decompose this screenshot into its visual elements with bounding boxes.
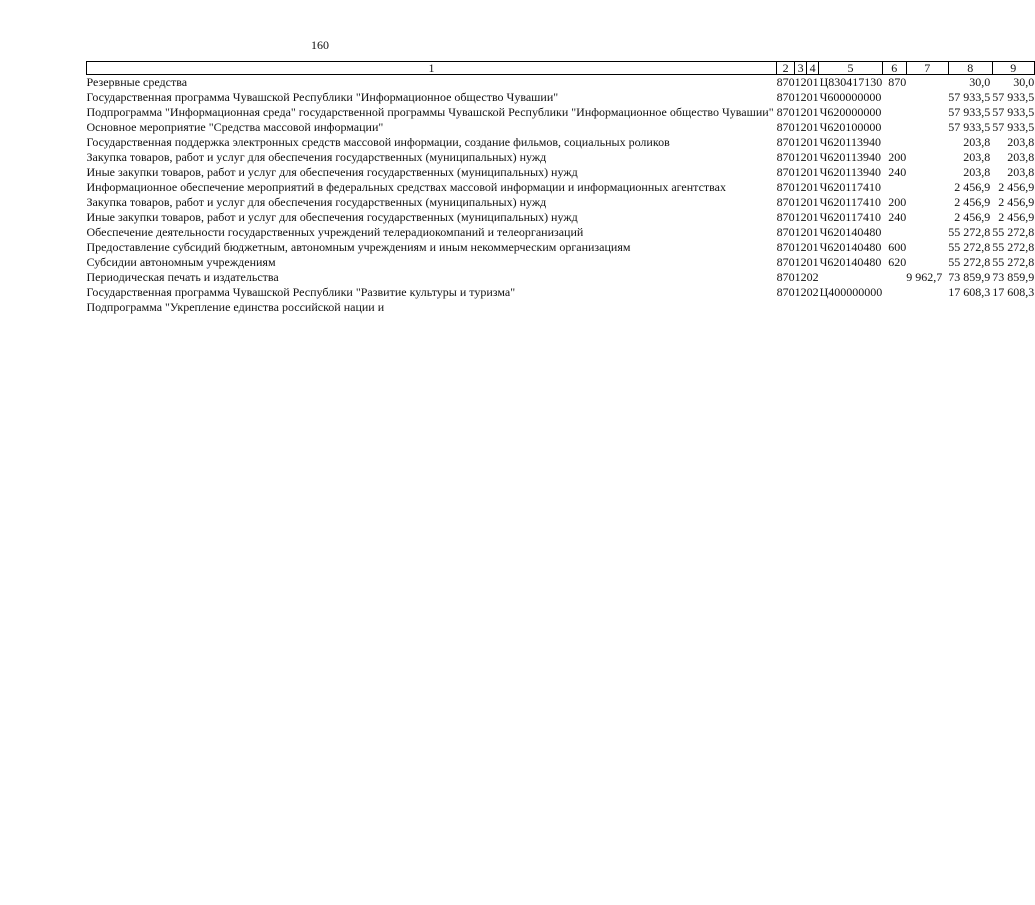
change-amount <box>906 135 948 150</box>
row-name: Подпрограмма "Укрепление единства российской нации и <box>86 300 385 314</box>
subsection-code: 01 <box>806 210 819 224</box>
ministry-code <box>777 300 795 315</box>
table-row <box>87 135 1035 150</box>
row-name: Резервные средства <box>86 75 188 89</box>
subsection-code: 02 <box>806 285 819 299</box>
ministry-code: 870 <box>776 105 795 119</box>
ministry-code: 870 <box>776 165 795 179</box>
amount-year-1: 2 456,9 <box>954 210 991 224</box>
expense-type-code: 600 <box>888 240 907 254</box>
amount-year-2: 17 608,3 <box>992 285 1035 299</box>
change-amount <box>906 150 948 165</box>
table-row <box>87 165 1035 180</box>
row-name: Государственная поддержка электронных средств массовой информации, создание фильмов, социальных роликов <box>86 135 670 149</box>
expense-type-code <box>882 105 906 120</box>
budget-table <box>86 61 1035 315</box>
amount-year-2: 203,8 <box>1007 165 1035 179</box>
row-name: Государственная программа Чувашской Республики "Развитие культуры и туризма" <box>86 285 516 299</box>
target-article-code: Ч620117410 <box>819 180 881 194</box>
target-article-code: Ц830417130 <box>819 75 883 89</box>
section-code: 12 <box>794 285 807 299</box>
section-code: 12 <box>794 105 807 119</box>
amount-year-2: 55 272,8 <box>992 225 1035 239</box>
row-name: Подпрограмма "Информационная среда" государственной программы Чувашской Республики "Информационное общество Чувашии" <box>86 105 774 119</box>
section-code: 12 <box>794 135 807 149</box>
change-amount <box>906 240 948 255</box>
change-amount <box>906 165 948 180</box>
change-amount <box>906 300 948 315</box>
header-cell: 5 <box>819 62 883 75</box>
change-amount <box>906 195 948 210</box>
amount-year-2 <box>992 300 1034 315</box>
amount-year-1: 30,0 <box>969 75 991 89</box>
amount-year-2: 57 933,5 <box>992 105 1035 119</box>
table-row <box>87 270 1035 285</box>
subsection-code: 01 <box>806 195 819 209</box>
target-article-code: Ч620113940 <box>819 135 881 149</box>
amount-year-1: 17 608,3 <box>948 285 991 299</box>
change-amount <box>906 120 948 135</box>
row-name: Обеспечение деятельности государственных учреждений телерадиокомпаний и телеорганизаций <box>86 225 584 239</box>
subsection-code: 01 <box>806 165 819 179</box>
amount-year-1: 203,8 <box>963 165 991 179</box>
target-article-code: Ч620117410 <box>819 210 881 224</box>
subsection-code: 01 <box>806 225 819 239</box>
section-code: 12 <box>794 75 807 89</box>
expense-type-code <box>882 120 906 135</box>
table-row <box>87 180 1035 195</box>
subsection-code: 01 <box>806 150 819 164</box>
expense-type-code: 240 <box>888 165 907 179</box>
change-amount <box>906 105 948 120</box>
expense-type-code: 200 <box>888 150 907 164</box>
section-code: 12 <box>794 240 807 254</box>
row-name: Субсидии автономным учреждениям <box>86 255 276 269</box>
amount-year-2: 55 272,8 <box>992 240 1035 254</box>
section-code: 12 <box>794 180 807 194</box>
subsection-code: 01 <box>806 135 819 149</box>
target-article-code: Ч620100000 <box>819 120 882 134</box>
section-code: 12 <box>794 255 807 269</box>
table-row <box>87 285 1035 300</box>
expense-type-code <box>882 225 906 240</box>
change-amount <box>906 75 948 91</box>
amount-year-1: 57 933,5 <box>948 120 991 134</box>
table-row <box>87 195 1035 210</box>
amount-year-2: 2 456,9 <box>998 180 1035 194</box>
section-code: 12 <box>794 270 807 284</box>
amount-year-2: 57 933,5 <box>992 120 1035 134</box>
header-cell: 6 <box>882 62 906 75</box>
header-cell: 7 <box>906 62 948 75</box>
amount-year-2: 73 859,9 <box>992 270 1035 284</box>
amount-year-2: 2 456,9 <box>998 210 1035 224</box>
subsection-code: 01 <box>806 90 819 104</box>
target-article-code: Ч620113940 <box>819 150 881 164</box>
change-amount: 9 962,7 <box>906 270 943 284</box>
change-amount <box>906 210 948 225</box>
header-cell: 9 <box>992 62 1034 75</box>
ministry-code: 870 <box>776 255 795 269</box>
header-cell: 3 <box>795 62 807 75</box>
change-amount <box>906 90 948 105</box>
table-row <box>87 255 1035 270</box>
subsection-code: 01 <box>806 180 819 194</box>
row-name: Информационное обеспечение мероприятий в федеральных средствах массовой информации и информационных агентствах <box>86 180 726 194</box>
subsection-code: 01 <box>806 75 819 89</box>
section-code: 12 <box>794 210 807 224</box>
target-article-code: Ч620140480 <box>819 240 882 254</box>
table-row <box>87 210 1035 225</box>
subsection-code: 01 <box>806 105 819 119</box>
ministry-code: 870 <box>776 240 795 254</box>
section-code: 12 <box>794 195 807 209</box>
ministry-code: 870 <box>776 285 795 299</box>
amount-year-1: 55 272,8 <box>948 255 991 269</box>
amount-year-1: 57 933,5 <box>948 90 991 104</box>
section-code: 12 <box>794 120 807 134</box>
table-row <box>87 150 1035 165</box>
target-article-code: Ч620117410 <box>819 195 881 209</box>
change-amount <box>906 285 948 300</box>
expense-type-code: 870 <box>888 75 907 89</box>
ministry-code: 870 <box>776 225 795 239</box>
target-article-code: Ч620140480 <box>819 225 882 239</box>
row-name: Закупка товаров, работ и услуг для обеспечения государственных (муниципальных) нужд <box>86 150 547 164</box>
amount-year-1: 2 456,9 <box>954 180 991 194</box>
change-amount <box>906 225 948 240</box>
subsection-code <box>807 300 819 315</box>
row-name: Государственная программа Чувашской Республики "Информационное общество Чувашии" <box>86 90 559 104</box>
ministry-code: 870 <box>776 195 795 209</box>
expense-type-code: 620 <box>888 255 907 269</box>
page-number: 160 <box>311 38 329 52</box>
expense-type-code <box>882 90 906 105</box>
amount-year-1: 2 456,9 <box>954 195 991 209</box>
target-article-code: Ч620140480 <box>819 255 882 269</box>
amount-year-2: 55 272,8 <box>992 255 1035 269</box>
table-row <box>87 105 1035 120</box>
expense-type-code: 200 <box>888 195 907 209</box>
row-name: Предоставление субсидий бюджетным, автономным учреждениям и иным некоммерческим организациям <box>86 240 631 254</box>
subsection-code: 02 <box>806 270 819 284</box>
table-row <box>87 240 1035 255</box>
target-article-code: Ч620113940 <box>819 165 881 179</box>
table-row <box>87 225 1035 240</box>
amount-year-2: 203,8 <box>1007 150 1035 164</box>
change-amount <box>906 255 948 270</box>
ministry-code: 870 <box>776 150 795 164</box>
change-amount <box>906 180 948 195</box>
section-code: 12 <box>794 165 807 179</box>
amount-year-1 <box>948 300 992 315</box>
header-row <box>87 62 1035 75</box>
row-name: Закупка товаров, работ и услуг для обеспечения государственных (муниципальных) нужд <box>86 195 547 209</box>
table-header <box>87 62 1035 75</box>
amount-year-1: 55 272,8 <box>948 225 991 239</box>
target-article-code: Ц400000000 <box>819 285 883 299</box>
amount-year-2: 30,0 <box>1013 75 1035 89</box>
section-code: 12 <box>794 150 807 164</box>
expense-type-code <box>882 300 906 315</box>
expense-type-code <box>882 135 906 150</box>
section-code <box>795 300 807 315</box>
expense-type-code <box>882 270 906 285</box>
amount-year-1: 203,8 <box>963 135 991 149</box>
amount-year-2: 2 456,9 <box>998 195 1035 209</box>
ministry-code: 870 <box>776 75 795 89</box>
amount-year-1: 57 933,5 <box>948 105 991 119</box>
amount-year-1: 55 272,8 <box>948 240 991 254</box>
table-row <box>87 75 1035 91</box>
row-name: Иные закупки товаров, работ и услуг для обеспечения государственных (муниципальных) нужд <box>86 165 578 179</box>
target-article-code: Ч600000000 <box>819 90 882 104</box>
subsection-code: 01 <box>806 240 819 254</box>
amount-year-2: 57 933,5 <box>992 90 1035 104</box>
subsection-code: 01 <box>806 120 819 134</box>
target-article-code <box>819 300 883 315</box>
expense-type-code: 240 <box>888 210 907 224</box>
ministry-code: 870 <box>776 135 795 149</box>
row-name: Основное мероприятие "Средства массовой информации" <box>86 120 384 134</box>
amount-year-2: 203,8 <box>1007 135 1035 149</box>
table-row <box>87 120 1035 135</box>
ministry-code: 870 <box>776 120 795 134</box>
ministry-code: 870 <box>776 270 795 284</box>
table-row <box>87 300 1035 315</box>
table-body <box>87 75 1035 316</box>
ministry-code: 870 <box>776 90 795 104</box>
ministry-code: 870 <box>776 210 795 224</box>
section-code: 12 <box>794 90 807 104</box>
expense-type-code <box>882 180 906 195</box>
amount-year-1: 203,8 <box>963 150 991 164</box>
expense-type-code <box>882 285 906 300</box>
row-name: Иные закупки товаров, работ и услуг для обеспечения государственных (муниципальных) нужд <box>86 210 578 224</box>
ministry-code: 870 <box>776 180 795 194</box>
subsection-code: 01 <box>806 255 819 269</box>
target-article-code <box>819 270 883 285</box>
table-row <box>87 90 1035 105</box>
header-cell: 8 <box>948 62 992 75</box>
section-code: 12 <box>794 225 807 239</box>
target-article-code: Ч620000000 <box>819 105 882 119</box>
row-name: Периодическая печать и издательства <box>86 270 279 284</box>
header-cell: 2 <box>777 62 795 75</box>
header-cell: 4 <box>807 62 819 75</box>
header-cell: 1 <box>87 62 777 75</box>
amount-year-1: 73 859,9 <box>948 270 991 284</box>
